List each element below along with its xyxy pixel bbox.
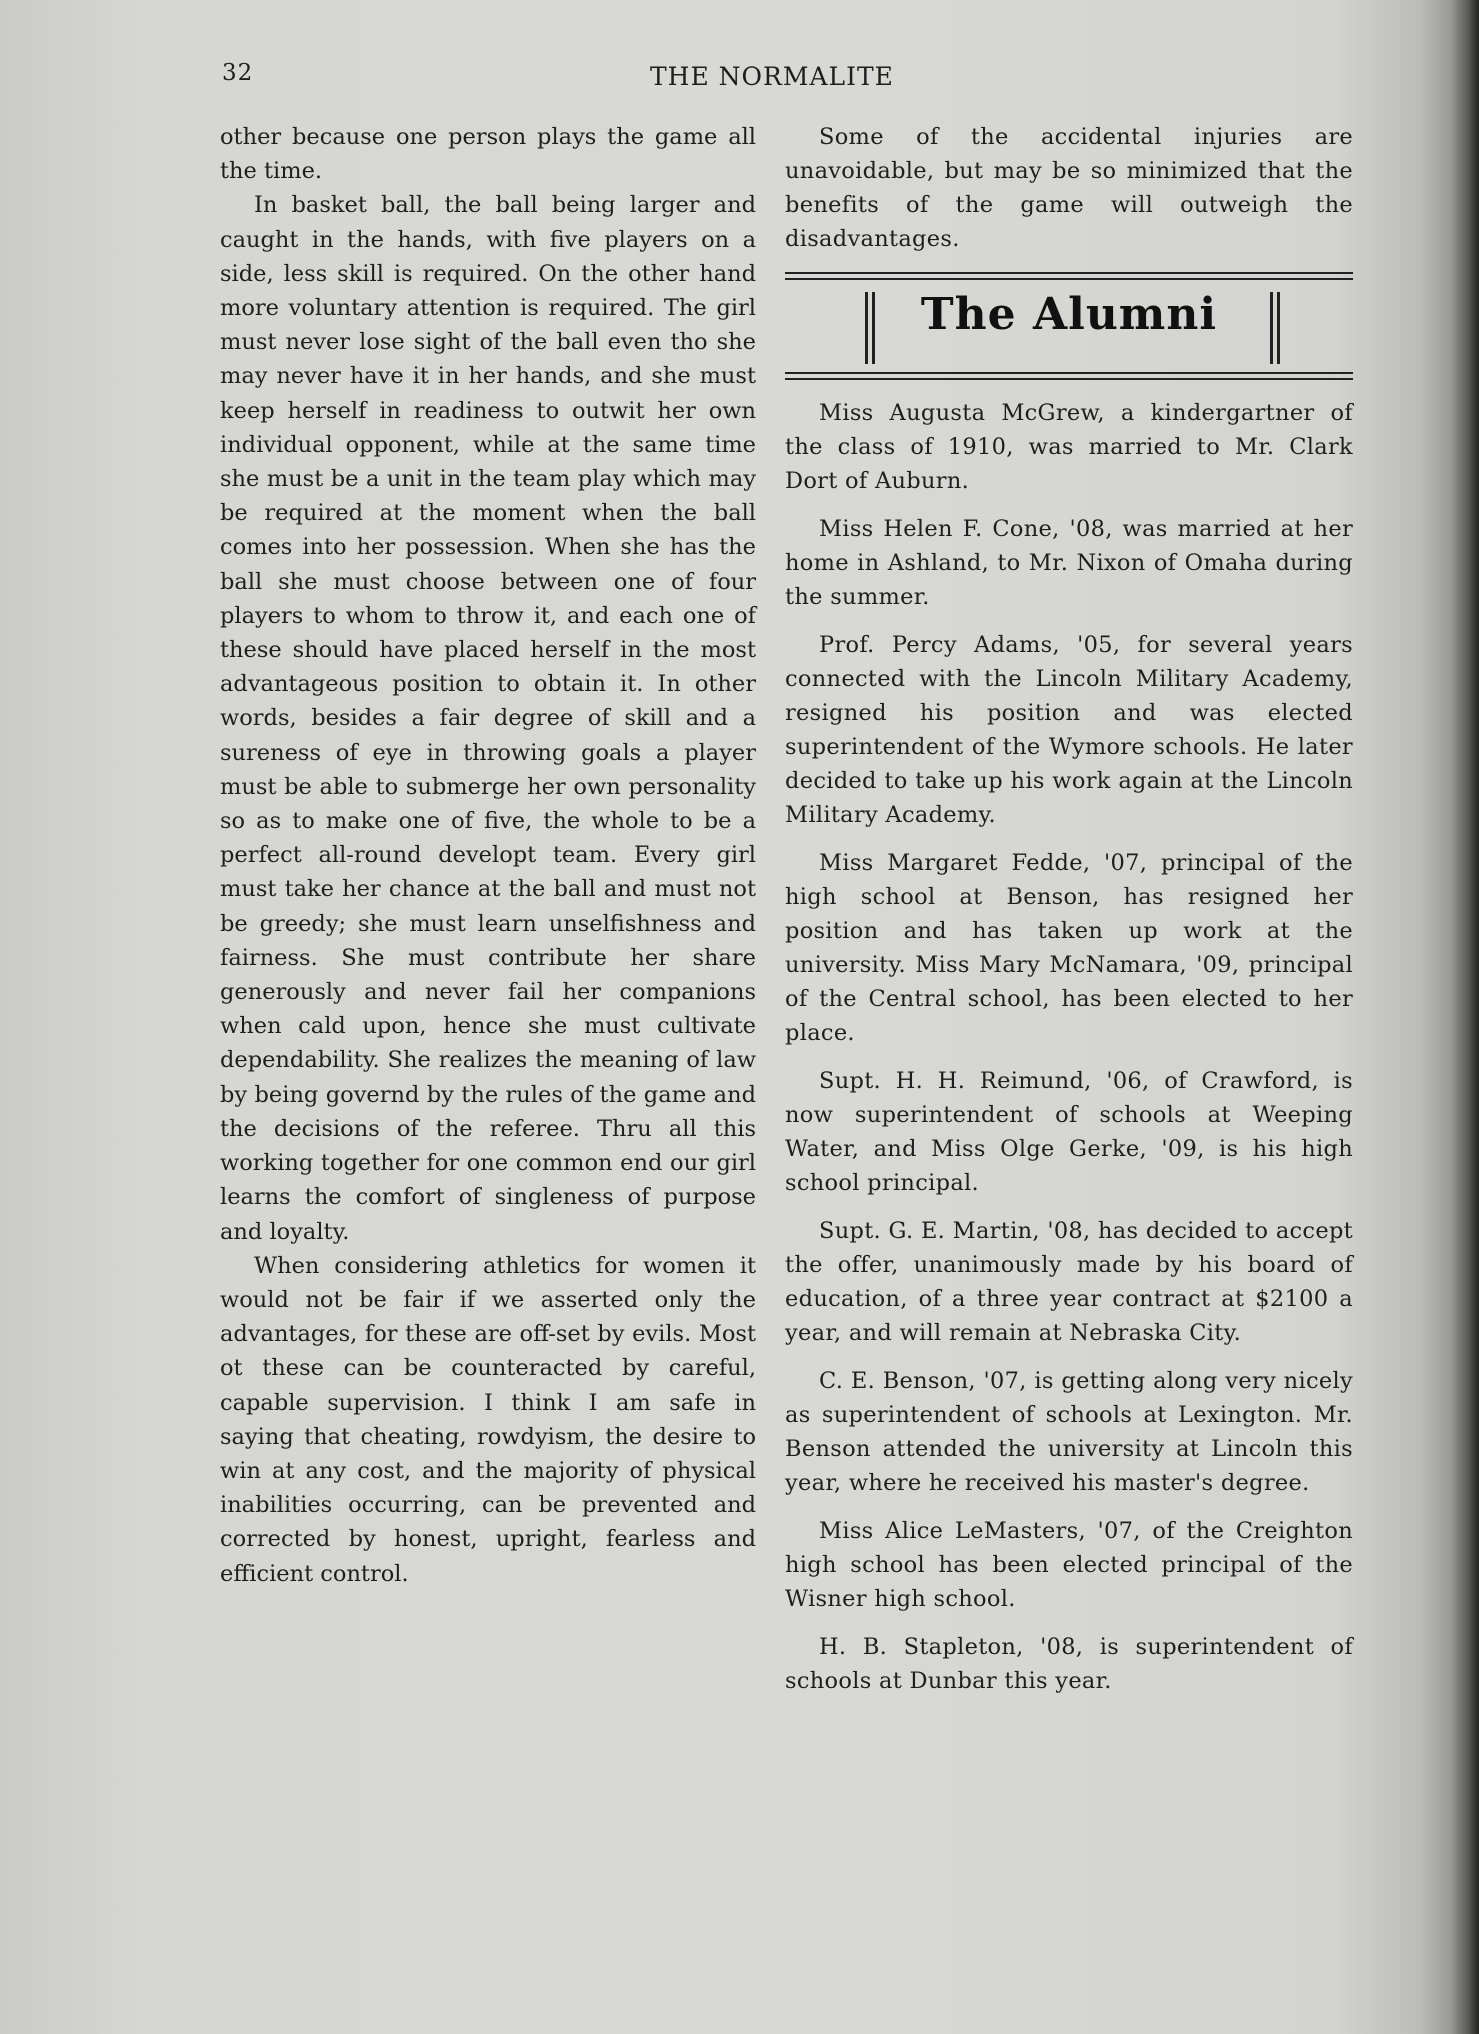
section-banner: [785, 272, 1353, 380]
alumni-note: H. B. Stapleton, '08, is superintendent of schools at Dunbar this year.: [785, 1634, 1353, 1694]
banner-rule: [785, 278, 1353, 280]
page-number: 32: [222, 60, 254, 86]
alumni-note: Miss Alice LeMasters, '07, of the Creighton high school has been elected principal of the Wisner high school.: [785, 1518, 1353, 1612]
alumni-note: Supt. G. E. Martin, '08, has decided to accept the offer, unanimously made by his board of education, of a three year contract at $2100 a year, and will remain at Nebraska City.: [785, 1218, 1353, 1346]
banner-bar: [1270, 292, 1273, 364]
section-title: The Alumni: [920, 289, 1218, 340]
paragraph: other because one person plays the game all the time.: [220, 124, 756, 185]
banner-rule: [785, 272, 1353, 274]
alumni-note: Supt. H. H. Reimund, '06, of Crawford, is now superintendent of schools at Weeping Water, and Miss Olge Gerke, '09, is his high school principal.: [785, 1068, 1353, 1196]
paragraph: When considering athletics for women it would not be fair if we asserted only the advantages, for these are off-set by evils. Most ot these can be counteracted by careful, capable supervision. I think I am safe in saying that cheating, rowdyism, the desire to win at any cost, and the majority of physical inabilities occurring, can be prevented and corrected by honest, upright, fearless and efficient control.: [220, 1252, 756, 1587]
alumni-note: Miss Helen F. Cone, '08, was married at her home in Ashland, to Mr. Nixon of Omaha during the summer.: [785, 516, 1353, 610]
alumni-note: C. E. Benson, '07, is getting along very nicely as superintendent of schools at Lexington. Mr. Benson attended the university at Lincoln this year, where he received his master's degree.: [785, 1368, 1353, 1496]
alumni-note: Prof. Percy Adams, '05, for several years connected with the Lincoln Military Academy, resigned his position and was elected superintendent of the Wymore schools. He later decided to take up his work again at the Lincoln Military Academy.: [785, 632, 1353, 828]
paragraph: Some of the accidental injuries are unavoidable, but may be so minimized that the benefits of the game will outweigh the disadvantages.: [785, 124, 1353, 252]
banner-rule: [785, 372, 1353, 374]
page-edge-shadow: [1451, 0, 1479, 2034]
banner-bar: [1277, 292, 1280, 364]
left-column: [220, 120, 756, 1591]
paragraph: In basket ball, the ball being larger and caught in the hands, with five players on a side, less skill is required. On the other hand more voluntary attention is required. The girl must never lose sight of the ball even tho she may never have it in her hands, and she must keep herself in readiness to outwit her own individual opponent, while at the same time she must be a unit in the team play which may be required at the moment when the ball comes into her possession. When she has the ball she must choose between one of four players to whom to throw it, and each one of these should have placed herself in the most advantageous position to obtain it. In other words, besides a fair degree of skill and a sureness of eye in throwing goals a player must be able to submerge her own personality so as to make one of five, the whole to be a perfect all-round developt team. Every girl must take her chance at the ball and must not be greedy; she must learn unselfishness and fairness. She must contribute her share generously and never fail her companions when cald upon, hence she must cultivate dependability. She realizes the meaning of law by being governd by the rules of the game and the decisions of the referee. Thru all this working together for one common end our girl learns the comfort of singleness of purpose and loyalty.: [220, 192, 756, 1245]
alumni-note: Miss Margaret Fedde, '07, principal of the high school at Benson, has resigned her position and has taken up work at the university. Miss Mary McNamara, '09, principal of the Central school, has been elected to her place.: [785, 850, 1353, 1046]
right-column: [785, 120, 1353, 1712]
alumni-note: Miss Augusta McGrew, a kindergartner of the class of 1910, was married to Mr. Clark Dort of Auburn.: [785, 400, 1353, 494]
running-head: THE NORMALITE: [650, 62, 894, 91]
banner-rule: [785, 378, 1353, 380]
